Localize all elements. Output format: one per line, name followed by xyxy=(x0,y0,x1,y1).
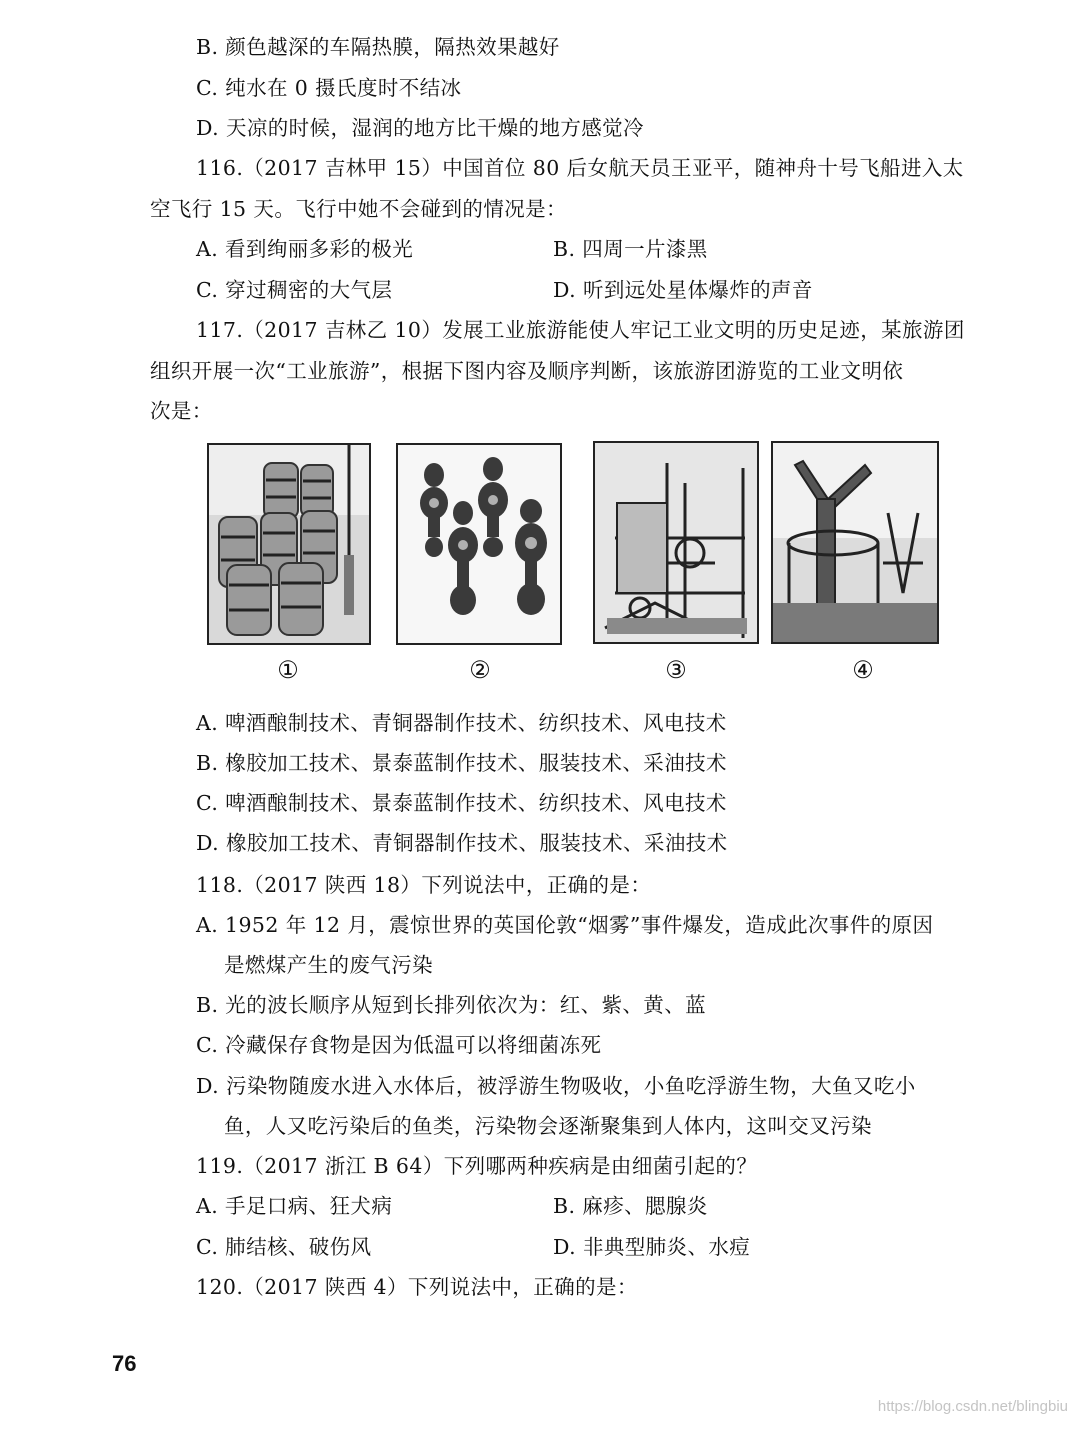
q120-stem: 120.（2017 陕西 4）下列说法中，正确的是： xyxy=(196,1275,638,1299)
figure-1-beer-image xyxy=(207,443,371,645)
figure-label-4: ④ xyxy=(852,656,874,684)
q117-stem-line1: 117.（2017 吉林乙 10）发展工业旅游能使人牢记工业文明的历史足迹，某旅游团 xyxy=(196,318,965,342)
q119-stem: 119.（2017 浙江 B 64）下列哪两种疾病是由细菌引起的？ xyxy=(196,1154,758,1178)
q116-stem-line1: 116.（2017 吉林甲 15）中国首位 80 后女航天员王亚平，随神舟十号飞船进入太 xyxy=(196,156,964,180)
q116-stem-line2: 空飞行 15 天。飞行中她不会碰到的情况是： xyxy=(150,197,567,221)
q118-option-d-line1: D. 污染物随废水进入水体后，被浮游生物吸收，小鱼吃浮游生物，大鱼又吃小 xyxy=(196,1074,916,1098)
q116-option-b: B. 四周一片漆黑 xyxy=(553,237,708,261)
q119-option-a: A. 手足口病、狂犬病 xyxy=(196,1194,393,1218)
q115-option-b: B. 颜色越深的车隔热膜，隔热效果越好 xyxy=(196,35,560,59)
figure-label-1: ① xyxy=(277,656,299,684)
q116-option-d: D. 听到远处星体爆炸的声音 xyxy=(553,278,813,302)
q117-stem-line2: 组织开展一次“工业旅游”，根据下图内容及顺序判断，该旅游团游览的工业文明依 xyxy=(150,359,904,383)
q117-option-d: D. 橡胶加工技术、青铜器制作技术、服装技术、采油技术 xyxy=(196,831,728,855)
q117-option-c: C. 啤酒酿制技术、景泰蓝制作技术、纺织技术、风电技术 xyxy=(196,791,727,815)
figure-2-cloisonne-image xyxy=(396,443,562,645)
q115-option-d: D. 天凉的时候，湿润的地方比干燥的地方感觉冷 xyxy=(196,116,644,140)
q115-option-c: C. 纯水在 0 摄氏度时不结冰 xyxy=(196,76,462,100)
figure-3-textile-machine-image xyxy=(593,441,759,644)
q116-option-c: C. 穿过稠密的大气层 xyxy=(196,278,393,302)
figure-label-3: ③ xyxy=(665,656,687,684)
q118-option-c: C. 冷藏保存食物是因为低温可以将细菌冻死 xyxy=(196,1033,602,1057)
figure-4-wind-turbine-image xyxy=(771,441,939,644)
q117-stem-line3: 次是： xyxy=(150,399,213,423)
figure-label-2: ② xyxy=(469,656,491,684)
watermark-url: https://blog.csdn.net/blingbiu xyxy=(877,1398,1068,1415)
q118-stem: 118.（2017 陕西 18）下列说法中，正确的是： xyxy=(196,873,652,897)
q118-option-a-line1: A. 1952 年 12 月，震惊世界的英国伦敦“烟雾”事件爆发，造成此次事件的原因 xyxy=(196,913,934,937)
q118-option-a-line2: 是燃煤产生的废气污染 xyxy=(224,953,433,977)
q117-option-b: B. 橡胶加工技术、景泰蓝制作技术、服装技术、采油技术 xyxy=(196,751,727,775)
q117-option-a: A. 啤酒酿制技术、青铜器制作技术、纺织技术、风电技术 xyxy=(196,711,727,735)
q119-option-b: B. 麻疹、腮腺炎 xyxy=(553,1194,708,1218)
q119-option-d: D. 非典型肺炎、水痘 xyxy=(553,1235,751,1259)
q118-option-b: B. 光的波长顺序从短到长排列依次为：红、紫、黄、蓝 xyxy=(196,993,706,1017)
q118-option-d-line2: 鱼，人又吃污染后的鱼类，污染物会逐渐聚集到人体内，这叫交叉污染 xyxy=(224,1114,872,1138)
page-number: 76 xyxy=(112,1351,137,1376)
q119-option-c: C. 肺结核、破伤风 xyxy=(196,1235,372,1259)
q116-option-a: A. 看到绚丽多彩的极光 xyxy=(196,237,414,261)
